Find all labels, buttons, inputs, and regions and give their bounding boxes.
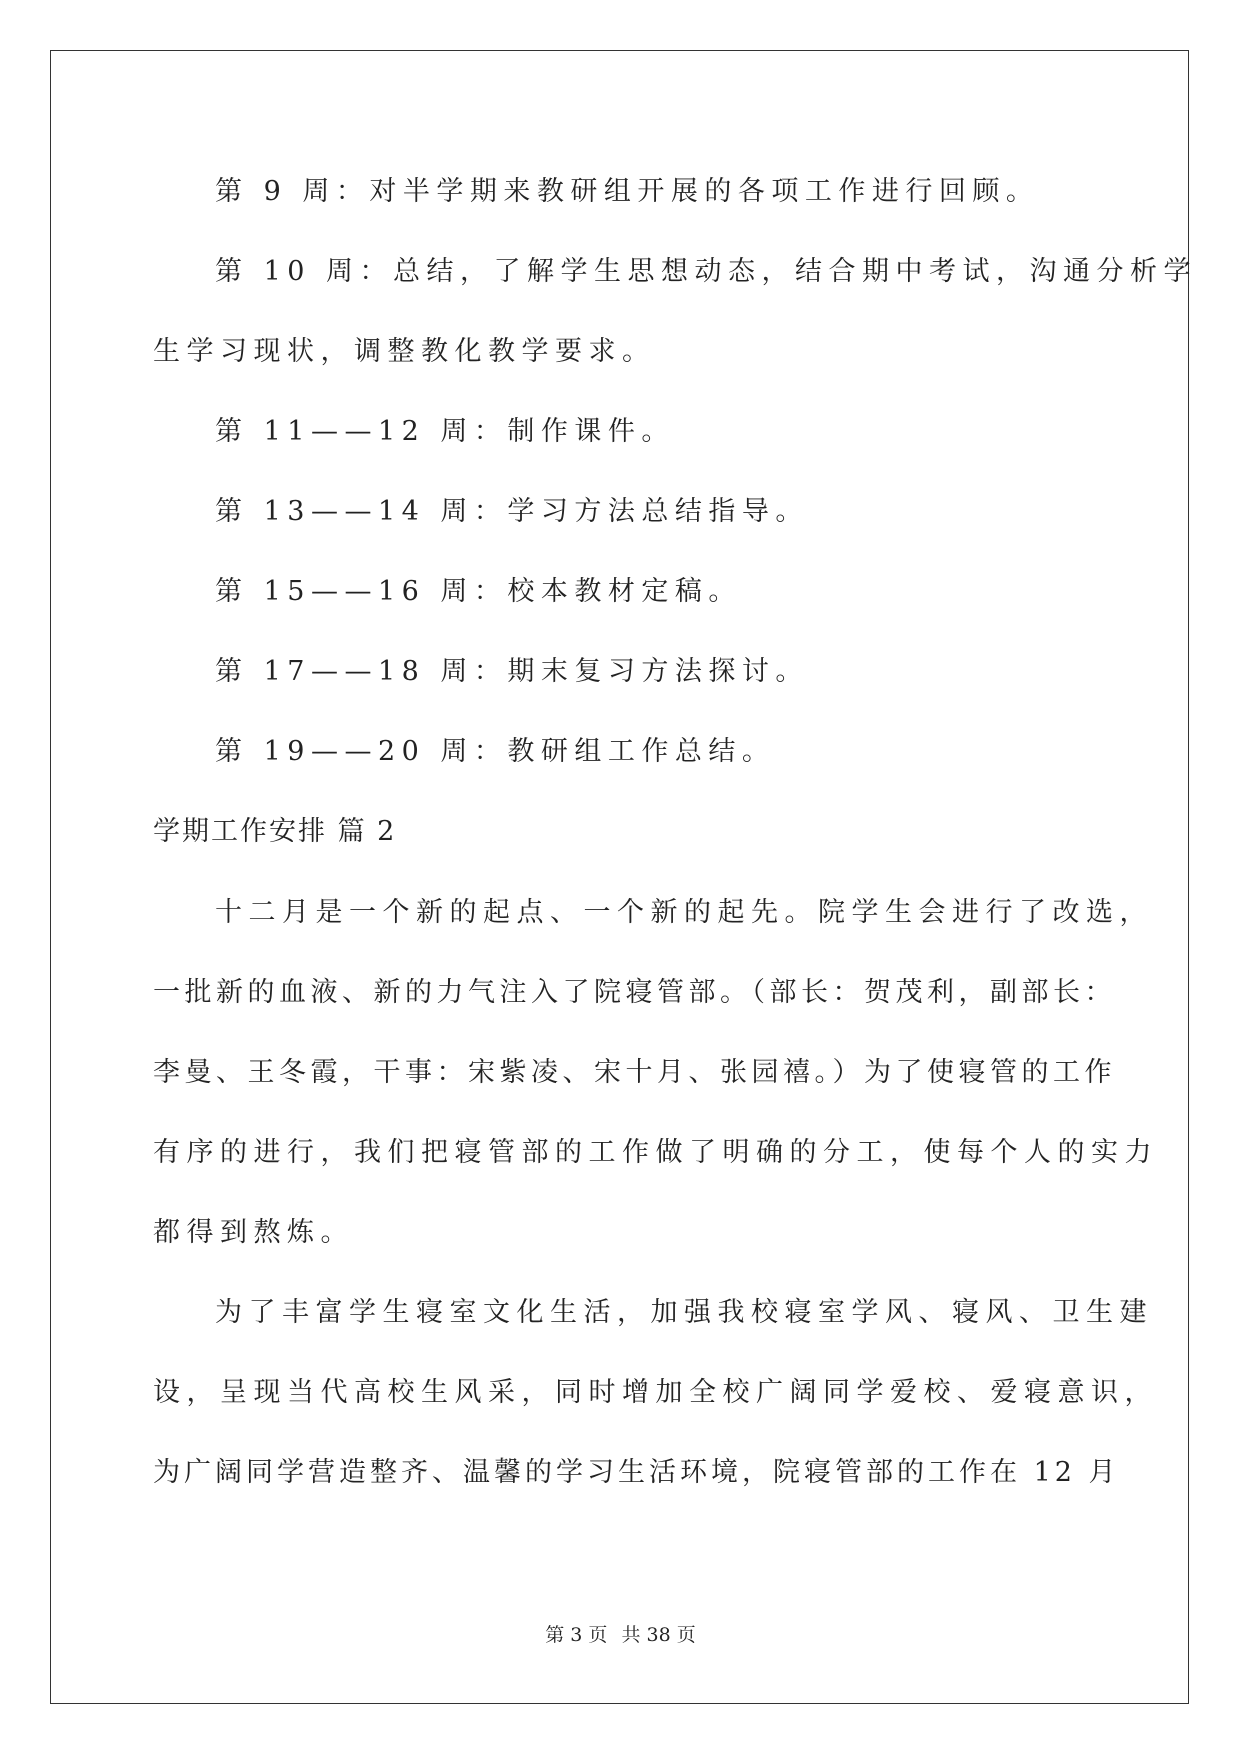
paragraph-line: 第 15——16 周：校本教材定稿。 <box>215 576 742 607</box>
paragraph-line: 为了丰富学生寝室文化生活，加强我校寝室学风、寝风、卫生建 <box>215 1297 1153 1328</box>
paragraph-line: 设，呈现当代高校生风采，同时增加全校广阔同学爱校、爱寝意识， <box>153 1377 1158 1408</box>
paragraph-line: 第 10 周：总结，了解学生思想动态，结合期中考试，沟通分析学 <box>215 256 1198 287</box>
paragraph-line: 为广阔同学营造整齐、温馨的学习生活环境，院寝管部的工作在 12 月 <box>153 1457 1120 1488</box>
paragraph-line: 李曼、王冬霞，干事：宋紫凌、宋十月、张园禧。）为了使寝管的工作 <box>153 1057 1116 1088</box>
current-page-number: 第 3 页 <box>545 1624 608 1646</box>
paragraph-line: 一批新的血液、新的力气注入了院寝管部。（部长：贺茂利，副部长： <box>153 977 1116 1008</box>
paragraph-line: 第 9 周：对半学期来教研组开展的各项工作进行回顾。 <box>215 176 1040 207</box>
paragraph-line: 生学习现状，调整教化教学要求。 <box>153 336 656 367</box>
section-heading: 学期工作安排 篇 2 <box>153 816 397 847</box>
paragraph-line: 十二月是一个新的起点、一个新的起先。院学生会进行了改选， <box>215 897 1153 928</box>
paragraph-line: 有序的进行，我们把寝管部的工作做了明确的分工，使每个人的实力 <box>153 1137 1158 1168</box>
total-pages: 共 38 页 <box>621 1624 696 1646</box>
paragraph-line: 第 19——20 周：教研组工作总结。 <box>215 736 776 767</box>
page-footer <box>0 1622 1241 1648</box>
paragraph-line: 第 11——12 周：制作课件。 <box>215 416 675 447</box>
paragraph-line: 第 13——14 周：学习方法总结指导。 <box>215 496 809 527</box>
paragraph-line: 都得到熬炼。 <box>153 1217 354 1248</box>
paragraph-line: 第 17——18 周：期末复习方法探讨。 <box>215 656 809 687</box>
